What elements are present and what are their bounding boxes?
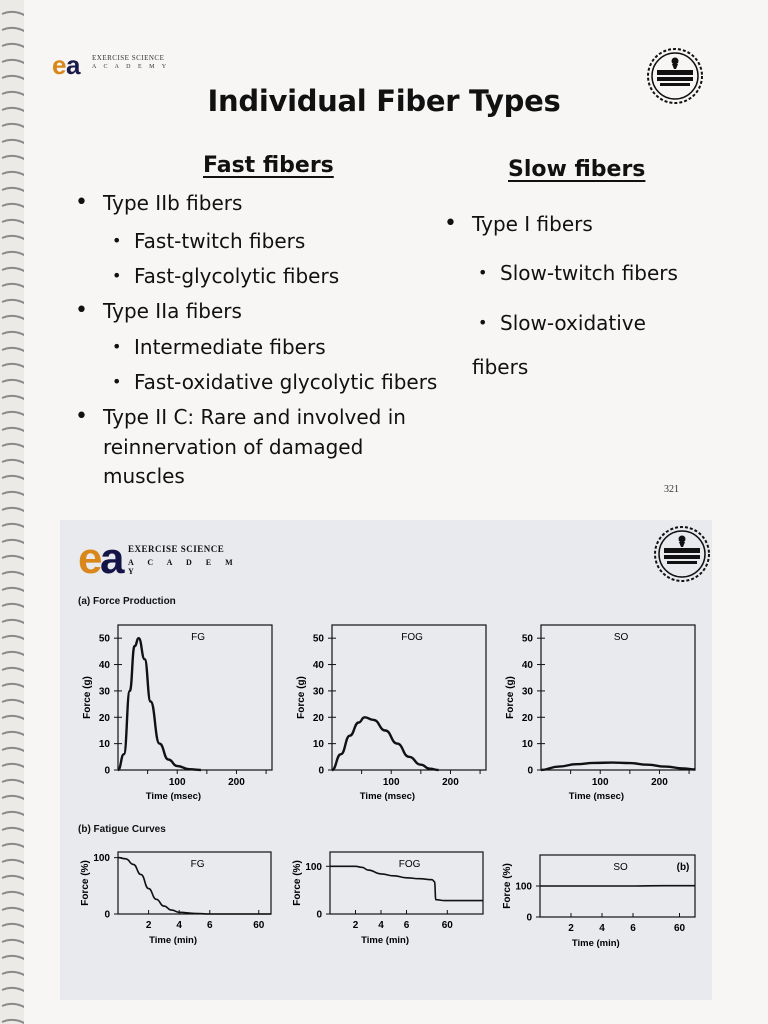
chart-title: SO xyxy=(613,632,629,643)
x-tick-label: 6 xyxy=(403,920,410,931)
y-tick-label: 30 xyxy=(312,686,324,698)
x-tick-label: 60 xyxy=(253,920,265,931)
bullet-dot: • xyxy=(444,211,457,236)
bullet-text: muscles xyxy=(103,464,185,488)
bullet-text: Type II C: Rare and involved in xyxy=(103,405,406,429)
x-axis-label: Time (min) xyxy=(571,938,620,949)
x-tick-label: 2 xyxy=(145,920,152,931)
section-b-label: (b) Fatigue Curves xyxy=(78,824,166,835)
y-tick-label: 0 xyxy=(104,765,110,777)
slow-fibers-heading: Slow fibers xyxy=(508,157,646,182)
y-tick-label: 100 xyxy=(515,881,532,893)
academy-logo-large: e a EXERCISE SCIENCE A C A D E M Y xyxy=(78,534,239,583)
bullet-text: Fast-twitch fibers xyxy=(134,229,306,253)
y-tick-label: 10 xyxy=(312,739,324,751)
x-tick-label: 100 xyxy=(168,777,186,788)
x-tick-label: 100 xyxy=(591,777,609,788)
approval-seal-icon-figure xyxy=(652,524,712,584)
bullet-dot: • xyxy=(112,337,122,356)
bullet-item xyxy=(112,226,306,256)
x-tick-label: 200 xyxy=(442,777,459,788)
bullet-item xyxy=(75,402,406,432)
x-axis-label: Time (msec) xyxy=(359,791,416,802)
y-tick-label: 30 xyxy=(98,686,110,698)
chart-title: SO xyxy=(613,862,628,873)
bullet-item xyxy=(75,296,242,326)
bullet-text: Slow-twitch fibers xyxy=(500,261,678,285)
y-axis-label: Force (g) xyxy=(296,676,307,719)
y-tick-label: 0 xyxy=(526,912,532,924)
slide-title: Individual Fiber Types xyxy=(207,84,561,118)
bullet-dot: • xyxy=(478,263,488,282)
y-axis-label: Force (%) xyxy=(502,863,513,909)
y-tick-label: 50 xyxy=(98,633,110,645)
bullet-text: reinnervation of damaged xyxy=(103,435,364,459)
x-tick-label: 4 xyxy=(599,923,605,934)
y-axis-label: Force (%) xyxy=(80,860,91,906)
y-tick-label: 40 xyxy=(98,660,110,672)
x-axis-label: Time (msec) xyxy=(145,791,202,802)
bullet-item xyxy=(444,209,593,239)
y-tick-label: 20 xyxy=(312,712,324,724)
section-a-label: (a) Force Production xyxy=(78,596,176,607)
bullet-text: Slow-oxidative xyxy=(500,311,646,335)
academy-logo: e a EXERCISE SCIENCE A C A D E M Y xyxy=(52,50,170,80)
x-tick-label: 2 xyxy=(352,920,359,931)
bullet-text: Fast-oxidative glycolytic fibers xyxy=(134,370,438,394)
bullet-text: Intermediate fibers xyxy=(134,335,326,359)
bullet-item xyxy=(103,461,185,491)
y-tick-label: 40 xyxy=(312,660,324,672)
bullet-dot: • xyxy=(112,266,122,285)
chart-title: FOG xyxy=(398,859,421,870)
bullet-item xyxy=(478,258,678,288)
bullet-dot: • xyxy=(75,404,88,429)
bullet-item xyxy=(112,367,438,397)
bullet-item xyxy=(75,188,243,218)
x-tick-label: 4 xyxy=(378,920,384,931)
bullet-item xyxy=(478,308,646,338)
y-tick-label: 100 xyxy=(93,853,110,865)
bullet-dot: • xyxy=(75,190,88,215)
page-number: 321 xyxy=(664,484,679,495)
bullet-text: Type IIa fibers xyxy=(103,299,242,323)
y-tick-label: 0 xyxy=(104,909,110,921)
x-axis-label: Time (min) xyxy=(361,935,410,946)
x-tick-label: 200 xyxy=(228,777,245,788)
chart-title: FG xyxy=(190,859,205,870)
bullet-item xyxy=(103,432,363,462)
y-tick-label: 10 xyxy=(521,739,533,751)
figure-panel xyxy=(60,520,712,1000)
fast-fibers-heading: Fast fibers xyxy=(203,153,334,178)
bullet-text: Type IIb fibers xyxy=(103,191,243,215)
x-axis-label: Time (msec) xyxy=(568,791,625,802)
x-tick-label: 6 xyxy=(207,920,213,931)
chart-title: FOG xyxy=(401,632,423,643)
x-tick-label: 6 xyxy=(630,923,636,934)
y-tick-label: 30 xyxy=(521,686,533,698)
x-tick-label: 60 xyxy=(673,923,686,934)
y-tick-label: 0 xyxy=(527,765,533,777)
x-tick-label: 60 xyxy=(441,920,453,931)
bullet-text: Fast-glycolytic fibers xyxy=(134,264,340,288)
y-axis-label: Force (%) xyxy=(292,860,303,906)
x-tick-label: 4 xyxy=(176,920,182,931)
x-tick-label: 200 xyxy=(651,777,668,788)
corner-label: (b) xyxy=(676,862,690,873)
bullet-item xyxy=(112,332,326,362)
bullet-dot: • xyxy=(478,313,488,332)
bullet-text: Type I fibers xyxy=(472,212,593,236)
y-tick-label: 50 xyxy=(312,633,324,645)
y-tick-label: 100 xyxy=(305,861,322,873)
y-tick-label: 20 xyxy=(98,712,110,724)
y-tick-label: 0 xyxy=(316,909,322,921)
x-tick-label: 100 xyxy=(382,777,400,788)
y-tick-label: 20 xyxy=(521,712,533,724)
bullet-item xyxy=(112,261,340,291)
bullet-dot: • xyxy=(75,298,88,323)
bullet-dot: • xyxy=(112,372,122,391)
y-tick-label: 40 xyxy=(521,660,533,672)
bullet-text: fibers xyxy=(472,355,529,379)
bullet-item xyxy=(472,352,528,382)
chart-title: FG xyxy=(191,632,206,643)
x-tick-label: 2 xyxy=(568,923,574,934)
y-tick-label: 50 xyxy=(521,633,533,645)
y-axis-label: Force (g) xyxy=(82,676,93,719)
bullet-dot: • xyxy=(112,231,122,250)
y-axis-label: Force (g) xyxy=(505,676,516,719)
y-tick-label: 10 xyxy=(98,739,110,751)
x-axis-label: Time (min) xyxy=(149,935,198,946)
y-tick-label: 0 xyxy=(318,765,324,777)
